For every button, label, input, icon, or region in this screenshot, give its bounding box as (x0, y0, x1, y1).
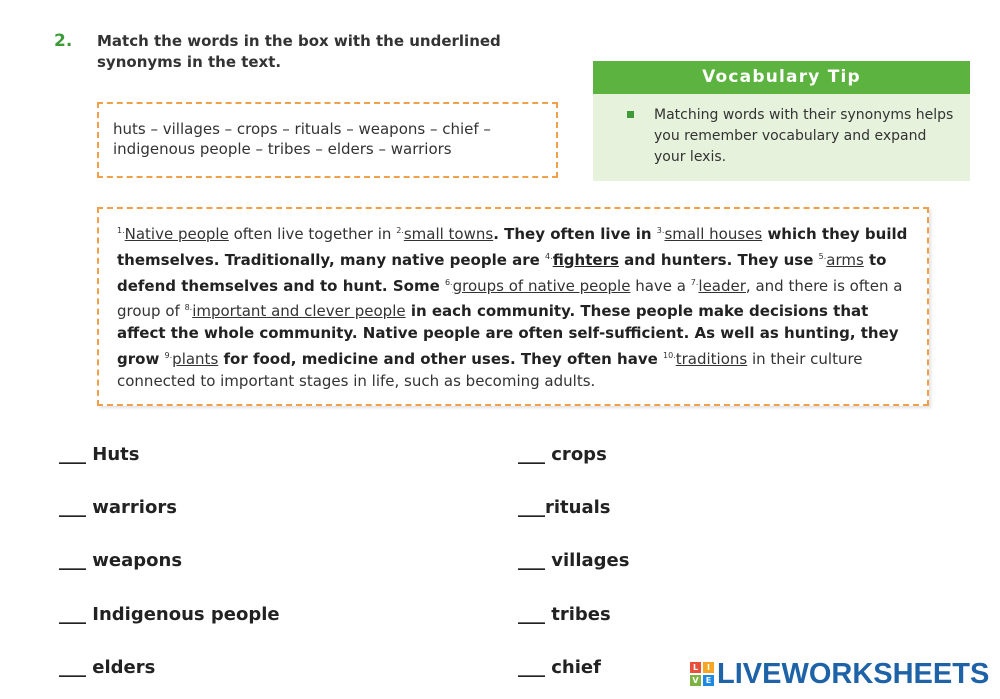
passage-fragment: often live together in (228, 225, 397, 243)
passage-text (117, 220, 909, 393)
underlined-synonym: plants (172, 349, 219, 368)
synonym-number: 7. (690, 277, 699, 287)
logo-letter: I (703, 662, 714, 673)
underlined-synonym: groups of native people (452, 276, 631, 295)
vocabulary-tip-body (593, 94, 970, 181)
passage-fragment: in each community. These people make decisions that affect the whole community. Native people are often self-sufficient. As well as hunting, they grow (117, 302, 899, 368)
vocabulary-tip-text: Matching words with their synonyms helps you remember vocabulary and expand your lexis. (654, 107, 954, 165)
exercise-number: 2. (54, 31, 73, 51)
vocabulary-tip-title: Vocabulary Tip (593, 61, 970, 94)
liveworksheets-logo (690, 659, 989, 689)
word-box-line: indigenous people – tribes – elders – warriors (113, 140, 452, 158)
underlined-synonym: important and clever people (192, 302, 406, 321)
match-item-huts[interactable]: ___ Huts (59, 444, 140, 465)
logo-letter: E (703, 675, 714, 686)
match-item-rituals[interactable]: ___rituals (518, 497, 611, 518)
passage-fragment: in their culture connected to important stages in life, such as becoming adults. (117, 349, 863, 390)
underlined-synonym: small houses (664, 225, 763, 243)
passage-fragment: for food, medicine and other uses. They often have (218, 349, 663, 368)
match-item-villages[interactable]: ___ villages (518, 550, 630, 571)
logo-text: LIVEWORKSHEETS (717, 657, 990, 690)
passage-fragment: . They often live in (493, 225, 657, 243)
reading-passage (97, 207, 929, 406)
passage-fragment: to defend themselves and to hunt. Some (117, 250, 887, 295)
synonym-number: 3. (656, 226, 665, 235)
passage-fragment: have a (630, 276, 691, 295)
synonym-number: 1. (117, 226, 125, 235)
synonym-number: 6. (444, 277, 453, 287)
match-item-crops[interactable]: ___ crops (518, 444, 607, 465)
synonym-number: 5. (818, 251, 827, 261)
underlined-synonym: arms (826, 250, 864, 269)
match-item-elders[interactable]: ___ elders (59, 657, 156, 678)
underlined-synonym: traditions (675, 349, 748, 368)
word-box (97, 102, 558, 178)
match-item-chief[interactable]: ___ chief (518, 657, 601, 678)
passage-fragment: and hunters. They use (618, 250, 819, 269)
synonym-number: 9. (164, 350, 173, 360)
underlined-synonym: Native people (124, 225, 229, 243)
synonym-number: 10. (663, 350, 676, 360)
synonym-number: 8. (184, 303, 193, 313)
underlined-synonym: small towns (403, 225, 494, 243)
match-item-tribes[interactable]: ___ tribes (518, 604, 611, 625)
underlined-synonym: fighters (552, 250, 619, 269)
passage-fragment: , and there is often a group of (117, 276, 903, 321)
synonym-number: 4. (545, 251, 553, 261)
match-item-warriors[interactable]: ___ warriors (59, 497, 177, 518)
logo-icon (690, 662, 714, 686)
bullet-icon (627, 111, 634, 118)
synonym-number: 2. (396, 226, 404, 235)
match-item-weapons[interactable]: ___ weapons (59, 550, 183, 571)
logo-letter: L (690, 662, 701, 673)
word-box-line: huts – villages – crops – rituals – weapons – chief – (113, 120, 491, 138)
passage-fragment: which they build themselves. Traditionally, many native people are (117, 225, 908, 269)
match-item-indigenous-people[interactable]: ___ Indigenous people (59, 604, 280, 625)
exercise-instruction: Match the words in the box with the underlined synonyms in the text. (97, 32, 501, 71)
logo-letter: V (690, 675, 701, 686)
underlined-synonym: leader (698, 276, 746, 295)
